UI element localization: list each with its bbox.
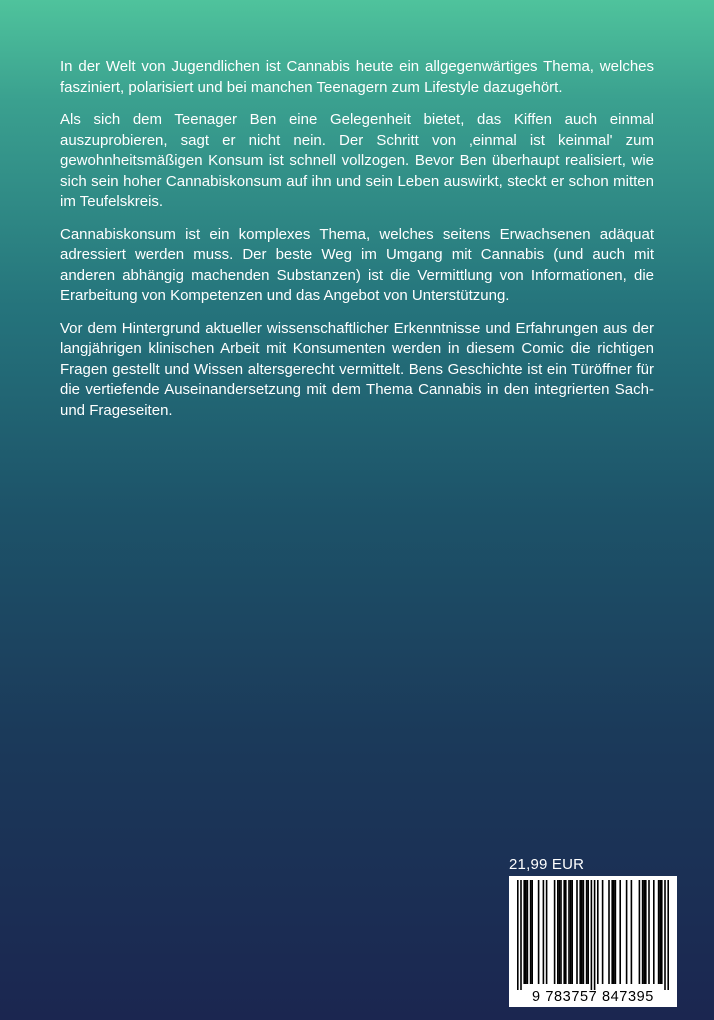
barcode-bar [554,880,556,984]
barcode-bar [643,880,645,984]
barcode-bar [587,880,589,984]
barcode-bar [613,880,615,984]
barcode-bar [565,880,567,984]
barcode-bar [608,880,610,984]
isbn-digits: 9 783757 847395 [532,989,654,1005]
blurb-paragraph-2: Als sich dem Teenager Ben eine Gelegenheit bietet, das Kiffen auch einmal auszuprobieren, sagt er nicht nein. Der Schritt von ‚einmal ist keinmal' zum gewohnheitsmäßigen Konsum ist schnell vollzogen. Bevor Ben überhaupt realisiert, wie sich sein hoher Cannabiskonsum auf ihn und sein Leben auswirkt, steckt er schon mitten im Teufelskreis. [60,111,654,210]
barcode-bar [527,880,529,984]
barcode-bar [557,880,559,984]
barcode-bar [659,880,661,984]
barcode-bar [563,880,565,984]
blurb-paragraph-1: In der Welt von Jugendlichen ist Cannabis heute ein allgegenwärtiges Thema, welches fasziniert, polarisiert und bei manchen Teenagern zum Lifestyle dazugehört. [60,58,654,96]
barcode-bar [667,880,669,990]
barcode-bar [520,880,522,990]
blurb-paragraph-3: Cannabiskonsum ist ein komplexes Thema, welches seitens Erwachsenen adäquat adressiert werden muss. Der beste Weg im Umgang mit Cannabis (und auch mit anderen abhängig machenden Substanzen) ist die Vermittlung von Informationen, die Erarbeitung von Kompetenzen und das Angebot von Unterstützung. [60,225,654,304]
barcode [509,876,677,1007]
barcode-bar [560,880,562,984]
barcode-bar [597,880,599,984]
barcode-bar [586,880,588,984]
barcode-bar [639,880,641,984]
barcode-bar [648,880,650,984]
barcode-bar [581,880,583,984]
price-label: 21,99 EUR [509,856,585,873]
barcode-bar [664,880,666,990]
barcode-bar [546,880,548,984]
barcode-bar [594,880,596,990]
barcode-bar [645,880,647,984]
barcode-bar [570,880,572,984]
barcode-bar [661,880,663,984]
barcode-bar [559,880,561,984]
barcode-bar [611,880,613,984]
barcode-bar [602,880,604,984]
barcode-bar [579,880,581,984]
barcode-bar [626,880,628,984]
barcode-bar [658,880,660,984]
barcode-bar [543,880,545,984]
barcode-bar [591,880,593,990]
barcode-bar [583,880,585,984]
barcode-bar [538,880,540,984]
barcode-bar [642,880,644,984]
barcode-bar [525,880,527,984]
barcode-bar [568,880,570,984]
barcode-bar [619,880,621,984]
barcode-graphic [509,876,677,1007]
barcode-bar [517,880,519,990]
barcode-bar [631,880,633,984]
barcode-bar [571,880,573,984]
barcode-bar [530,880,532,984]
barcode-bar [653,880,655,984]
barcode-bar [615,880,617,984]
barcode-bar [523,880,525,984]
blurb-paragraph-4: Vor dem Hintergrund aktueller wissenschaftlicher Erkenntnisse und Erfahrungen aus der langjährigen klinischen Arbeit mit Konsumenten werden in diesem Comic die richtigen Fragen gestellt und Wissen altersgerecht vermittelt. Bens Geschichte ist ein Türöffner für die vertiefende Auseinandersetzung mit dem Thema Cannabis in den integrierten Sach- und Frageseiten. [60,319,654,419]
barcode-bar [531,880,533,984]
barcode-bar [576,880,578,984]
blurb [60,57,654,433]
barcode-bars [517,880,669,990]
